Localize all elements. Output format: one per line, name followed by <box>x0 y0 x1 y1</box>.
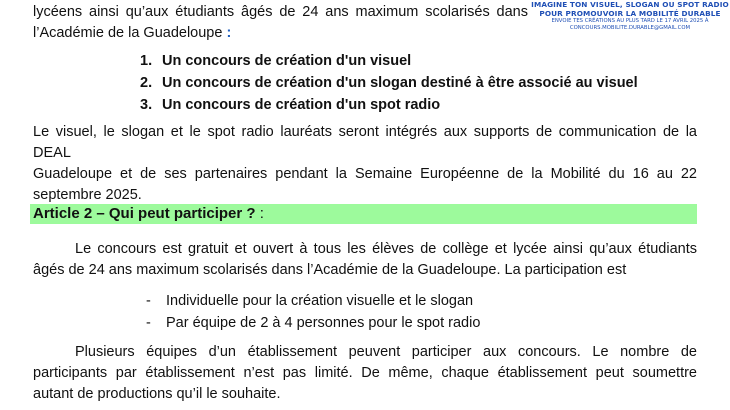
list-number: 2. <box>140 75 153 91</box>
list-item <box>146 290 480 312</box>
contest-list <box>140 50 638 116</box>
list-number: 1. <box>140 53 153 69</box>
intro-line-2-text: l’Académie de la Guadeloupe <box>33 25 223 41</box>
list-item-label: Un concours de création d'un slogan destiné à être associé au visuel <box>162 75 638 91</box>
eligibility-line-1: Le concours est gratuit et ouvert à tous les élèves de collège et lycée ainsi qu’aux étudiants <box>75 241 697 257</box>
article-2-heading <box>33 204 264 224</box>
list-item-label: Par équipe de 2 à 4 personnes pour le spot radio <box>166 315 481 331</box>
visual-paragraph <box>33 122 697 206</box>
teams-line-1: Plusieurs équipes d’un établissement peuvent participer aux concours. Le nombre de <box>75 344 697 360</box>
contest-badge <box>530 0 730 44</box>
list-dash: - <box>146 293 151 309</box>
badge-line-3: ENVOIE TES CRÉATIONS AU PLUS TARD LE 17 AVRIL 2025 À <box>551 18 709 24</box>
article-2-title: Article 2 – Qui peut participer ? <box>33 205 256 222</box>
eligibility-line-2: âgés de 24 ans maximum scolarisés dans l’Académie de la Guadeloupe. La participation est <box>33 262 627 278</box>
visual-line-1: Le visuel, le slogan et le spot radio lauréats seront intégrés aux supports de communication de la DEAL <box>33 124 697 161</box>
article-2-colon: : <box>255 205 264 222</box>
intro-paragraph <box>33 2 528 44</box>
list-item-label: Individuelle pour la création visuelle et le slogan <box>166 293 474 309</box>
badge-line-1: IMAGINE TON VISUEL, SLOGAN OU SPOT RADIO <box>531 0 729 9</box>
visual-line-2: Guadeloupe et de ses partenaires pendant la Semaine Européenne de la Mobilité du 16 au 22 <box>33 166 697 182</box>
list-number: 3. <box>140 97 153 113</box>
teams-paragraph <box>33 342 697 405</box>
list-item <box>146 312 480 334</box>
badge-email: CONCOURS.MOBILITE.DURABLE@GMAIL.COM <box>569 25 691 31</box>
eligibility-paragraph <box>33 239 697 281</box>
intro-line-1: lycéens ainsi qu’aux étudiants âgés de 24 ans maximum scolarisés dans <box>33 4 528 20</box>
teams-line-2: participants par établissement n’est pas limité. De même, chaque établissement peut soumettre <box>33 365 697 381</box>
badge-line-2: POUR PROMOUVOIR LA MOBILITÉ DURABLE <box>539 9 721 18</box>
teams-line-3: autant de productions qu’il le souhaite. <box>33 386 281 402</box>
list-dash: - <box>146 315 151 331</box>
participation-list <box>146 290 480 334</box>
list-item-label: Un concours de création d'un visuel <box>162 53 412 69</box>
intro-line-2 <box>33 23 528 44</box>
list-item <box>140 94 638 116</box>
visual-line-3: septembre 2025. <box>33 187 142 203</box>
list-item-label: Un concours de création d'un spot radio <box>162 97 441 113</box>
intro-colon: : <box>222 25 232 41</box>
list-item <box>140 72 638 94</box>
list-item <box>140 50 638 72</box>
